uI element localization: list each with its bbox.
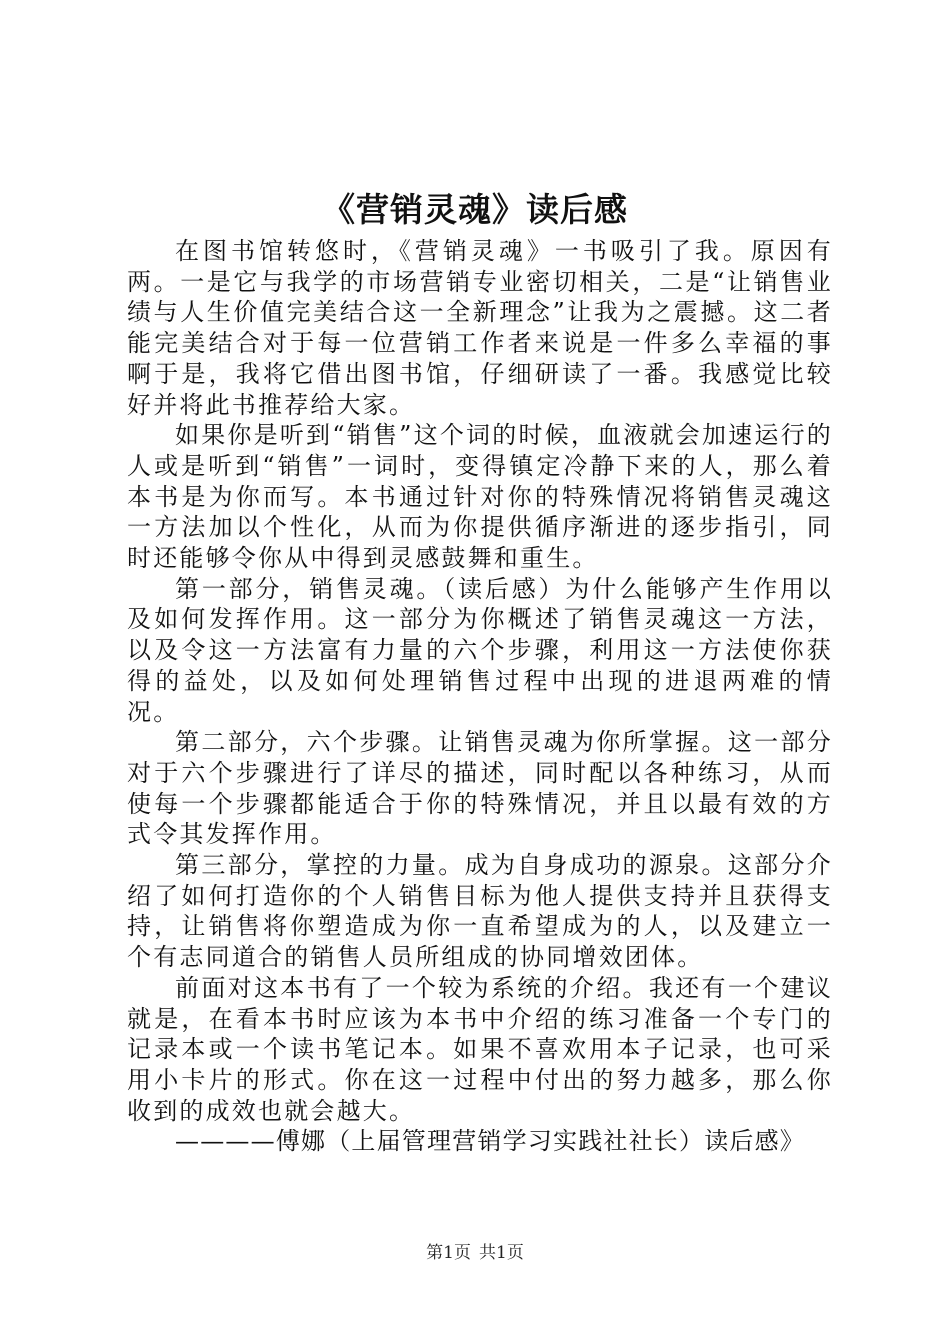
paragraph-1: 在图书馆转悠时，《营销灵魂》一书吸引了我。原因有两。一是它与我学的市场营销专业密切相关，二是“让销售业绩与人生价值完美结合这一全新理念”让我为之震撼。这二者能完美结合对于每一位营销工作者来说是一件多么幸福的事啊于是，我将它借出图书馆，仔细研读了一番。我感觉比较好并将此书推荐给大家。 bbox=[127, 237, 833, 419]
document-title: 《营销灵魂》读后感 bbox=[322, 190, 628, 229]
paragraph-5: 第三部分，掌控的力量。成为自身成功的源泉。这部分介绍了如何打造你的个人销售目标为他人提供支持并且获得支持，让销售将你塑造成为你一直希望成为的人，以及建立一个有志同道合的销售人员所组成的协同增效团体。 bbox=[127, 851, 833, 972]
page-total: 共1页 bbox=[479, 1243, 524, 1263]
page-number: 第1页 bbox=[426, 1243, 471, 1263]
author-signature: ————傅娜（上届管理营销学习实践社社长）读后感》 bbox=[175, 1127, 805, 1156]
page-footer bbox=[0, 1242, 950, 1264]
document-body bbox=[127, 236, 833, 1157]
paragraph-6: 前面对这本书有了一个较为系统的介绍。我还有一个建议就是，在看本书时应该为本书中介绍的练习准备一个专门的记录本或一个读书笔记本。如果不喜欢用本子记录，也可采用小卡片的形式。你在这一过程中付出的努力越多，那么你收到的成效也就会越大。 bbox=[127, 973, 833, 1125]
paragraph-2: 如果你是听到“销售”这个词的时候，血液就会加速运行的人或是听到“销售”一词时，变得镇定冷静下来的人，那么着本书是为你而写。本书通过针对你的特殊情况将销售灵魂这一方法加以个性化，从而为你提供循序渐进的逐步指引，同时还能够令你从中得到灵感鼓舞和重生。 bbox=[127, 421, 833, 573]
paragraph-4: 第二部分，六个步骤。让销售灵魂为你所掌握。这一部分对于六个步骤进行了详尽的描述，同时配以各种练习，从而使每一个步骤都能适合于你的特殊情况，并且以最有效的方式令其发挥作用。 bbox=[127, 728, 833, 849]
paragraph-3: 第一部分，销售灵魂。（读后感）为什么能够产生作用以及如何发挥作用。这一部分为你概述了销售灵魂这一方法，以及令这一方法富有力量的六个步骤，利用这一方法使你获得的益处，以及如何处理销售过程中出现的进退两难的情况。 bbox=[127, 574, 833, 726]
